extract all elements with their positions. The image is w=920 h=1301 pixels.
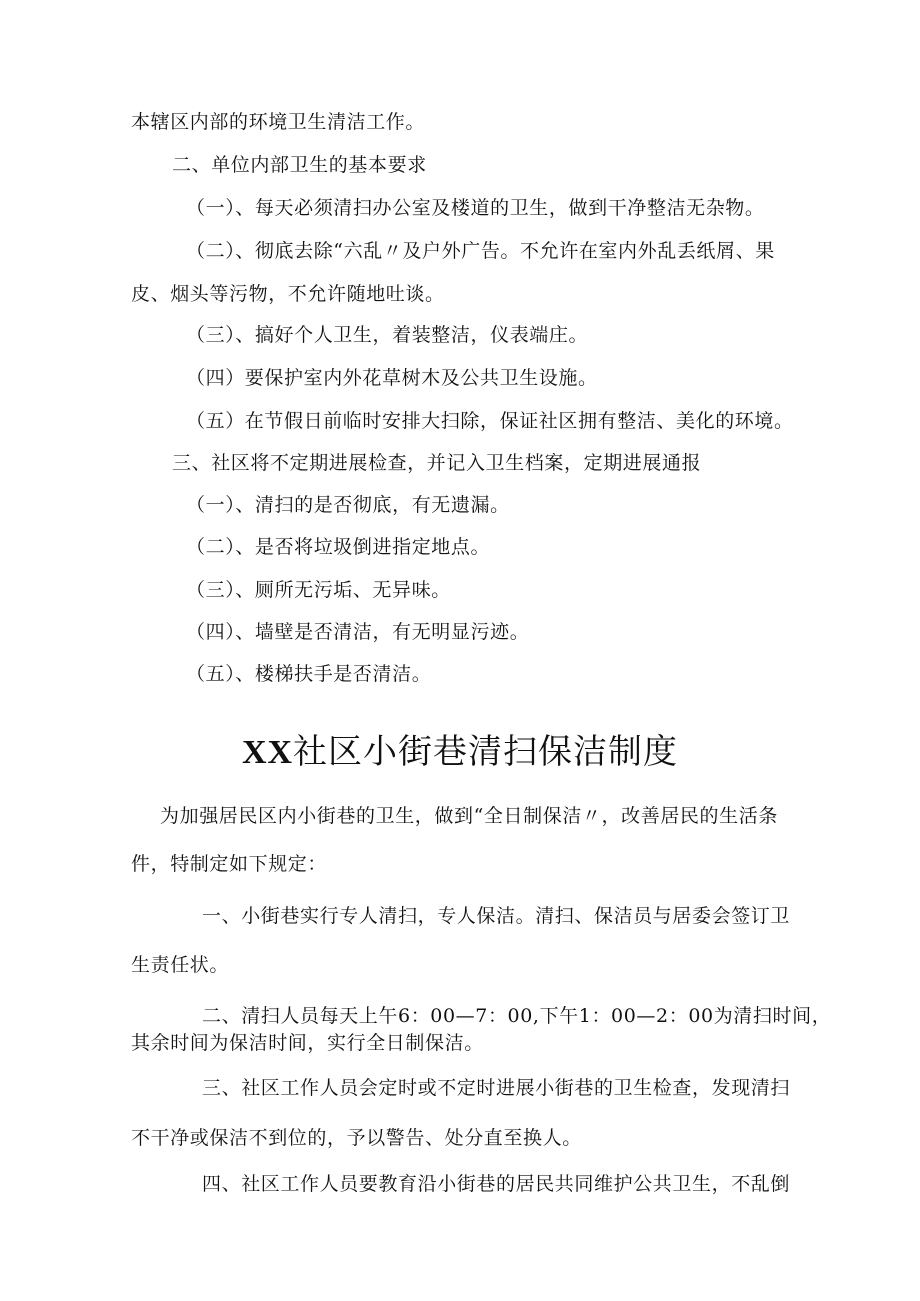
text-line: 生责任状。 bbox=[131, 954, 230, 976]
list-item: （三）、搞好个人卫生，着装整洁，仪表端庄。 bbox=[186, 324, 589, 346]
list-item: （一）、每天必须清扫办公室及楼道的卫生，做到干净整洁无杂物。 bbox=[186, 197, 765, 219]
list-item: （四）要保护室内外花草树木及公共卫生设施。 bbox=[186, 367, 598, 389]
text-line: 为加强居民区内小街巷的卫生，做到“全日制保洁〃，改善居民的生活条 bbox=[160, 805, 778, 827]
list-item: （一）、清扫的是否彻底，有无遗漏。 bbox=[186, 494, 510, 516]
text-line: 件，特制定如下规定： bbox=[131, 853, 328, 875]
list-item: （五）在节假日前临时安排大扫除，保证社区拥有整洁、美化的环境。 bbox=[186, 410, 794, 432]
document-title bbox=[0, 730, 920, 775]
list-item: （四）、墙壁是否清洁，有无明显污迹。 bbox=[186, 621, 530, 643]
list-item: （三）、厕所无污垢、无异味。 bbox=[186, 579, 451, 601]
section-heading: 三、社区将不定期进展检查，并记入卫生档案，定期进展通报 bbox=[172, 452, 702, 474]
text-line: 其余时间为保洁时间，实行全日制保洁。 bbox=[131, 1032, 484, 1054]
rule-item: 二、清扫人员每天上午6：00—7：00,下午1：00—2：00为清扫时间， bbox=[202, 1005, 832, 1027]
rule-item: 三、社区工作人员会定时或不定时进展小街巷的卫生检查，发现清扫 bbox=[202, 1077, 791, 1099]
rule-item: 一、小街巷实行专人清扫，专人保洁。清扫、保洁员与居委会签订卫 bbox=[202, 905, 791, 927]
title-prefix: XX bbox=[241, 734, 294, 771]
text-line: 皮、烟头等污物，不允许随地吐谈。 bbox=[131, 283, 445, 305]
title-text: 社区小街巷清扫保洁制度 bbox=[293, 732, 679, 772]
list-item: （二）、彻底去除“六乱〃及户外广告。不允许在室内外乱丢纸屑、果 bbox=[186, 240, 775, 262]
text-line: 不干净或保洁不到位的，予以警告、处分直至换人。 bbox=[131, 1127, 582, 1149]
list-item: （二）、是否将垃圾倒进指定地点。 bbox=[186, 536, 491, 558]
text-line: 本辖区内部的环境卫生清洁工作。 bbox=[131, 111, 426, 133]
section-heading: 二、单位内部卫生的基本要求 bbox=[172, 154, 427, 176]
rule-item: 四、社区工作人员要教育沿小街巷的居民共同维护公共卫生，不乱倒 bbox=[202, 1173, 791, 1195]
list-item: （五）、楼梯扶手是否清洁。 bbox=[186, 663, 432, 685]
